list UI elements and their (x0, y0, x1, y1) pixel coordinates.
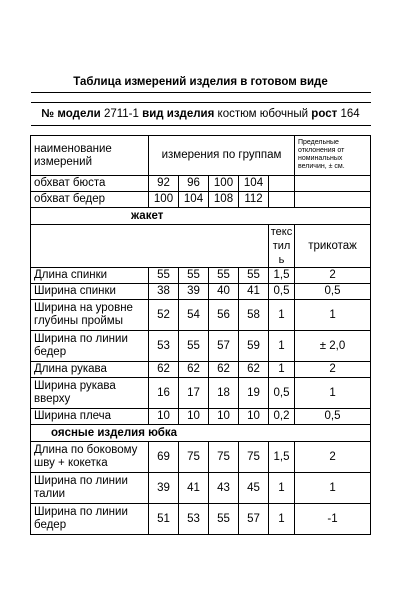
row-name: Длина по боковому шву + кокетка (31, 442, 149, 473)
table-row (31, 284, 371, 300)
cell: 16 (149, 378, 179, 409)
cell: 10 (179, 409, 209, 425)
table-row (31, 268, 371, 284)
model-row (31, 103, 371, 126)
cell: 53 (179, 504, 209, 535)
row-name: Ширина рукава вверху (31, 378, 149, 409)
cell: 62 (179, 362, 209, 378)
cell: 112 (239, 192, 269, 208)
cell: 19 (239, 378, 269, 409)
cell: 45 (239, 473, 269, 504)
cell: 104 (179, 192, 209, 208)
knit-label: трикотаж (295, 225, 371, 268)
cell: 92 (149, 176, 179, 192)
cell-textile: 1,5 (269, 268, 295, 284)
cell: 55 (239, 268, 269, 284)
table-row (31, 504, 371, 535)
cell: 57 (239, 504, 269, 535)
cell-knit: 0,5 (295, 284, 371, 300)
table-row (31, 331, 371, 362)
row-name: Длина спинки (31, 268, 149, 284)
cell: 100 (149, 192, 179, 208)
row-name: Ширина по линии талии (31, 473, 149, 504)
cell: 38 (149, 284, 179, 300)
cell: 39 (179, 284, 209, 300)
cell-knit: -1 (295, 504, 371, 535)
cell: 41 (179, 473, 209, 504)
cell-knit: ± 2,0 (295, 331, 371, 362)
cell: 104 (239, 176, 269, 192)
row-name: Ширина плеча (31, 409, 149, 425)
cell: 62 (209, 362, 239, 378)
header-groups: измерения по группам (149, 136, 295, 176)
cell: 62 (149, 362, 179, 378)
row-name: Ширина на уровне глубины проймы (31, 300, 149, 331)
kind-value: костюм юбочный (217, 107, 309, 120)
cell: 55 (179, 268, 209, 284)
model-info (31, 103, 371, 126)
table-row (31, 176, 371, 192)
cell: 10 (239, 409, 269, 425)
cell: 51 (149, 504, 179, 535)
cell: 40 (209, 284, 239, 300)
cell: 55 (179, 331, 209, 362)
cell-textile: 1 (269, 504, 295, 535)
header-name: наименование измерений (31, 136, 149, 176)
cell: 75 (239, 442, 269, 473)
cell-knit: 2 (295, 442, 371, 473)
measurement-table (30, 72, 371, 535)
cell-knit: 2 (295, 362, 371, 378)
cell-textile: 1 (269, 362, 295, 378)
cell: 58 (239, 300, 269, 331)
table-row (31, 409, 371, 425)
cell-knit: 2 (295, 268, 371, 284)
cell: 57 (209, 331, 239, 362)
table-row (31, 473, 371, 504)
cell-textile: 1,5 (269, 442, 295, 473)
table-row (31, 300, 371, 331)
cell: 62 (239, 362, 269, 378)
height-label: рост (311, 107, 338, 120)
cell-textile: 0,5 (269, 284, 295, 300)
cell-textile: 0,5 (269, 378, 295, 409)
cell: 41 (239, 284, 269, 300)
cell: 17 (179, 378, 209, 409)
kind-label: вид изделия (142, 107, 215, 120)
row-name: Ширина по линии бедер (31, 504, 149, 535)
cell: 56 (209, 300, 239, 331)
cell: 55 (149, 268, 179, 284)
section-row-jacket (31, 208, 371, 225)
table-row (31, 442, 371, 473)
spacer (31, 93, 371, 103)
section-label: оясные изделия юбка (31, 425, 371, 442)
section-row-skirt (31, 425, 371, 442)
cell (295, 176, 371, 192)
table-title: Таблица измерений изделия в готовом виде (31, 72, 371, 93)
table-row (31, 192, 371, 208)
cell-textile: 1 (269, 331, 295, 362)
cell (31, 225, 269, 268)
cell: 96 (179, 176, 209, 192)
cell (269, 176, 295, 192)
cell-knit: 1 (295, 300, 371, 331)
cell: 108 (209, 192, 239, 208)
textile-label: текстиль (269, 225, 295, 268)
cell: 52 (149, 300, 179, 331)
cell: 55 (209, 504, 239, 535)
cell-textile: 1 (269, 300, 295, 331)
cell: 59 (239, 331, 269, 362)
model-value: 2711-1 (103, 107, 139, 120)
cell-knit: 1 (295, 473, 371, 504)
cell-textile: 1 (269, 473, 295, 504)
spacer (31, 126, 371, 136)
cell: 39 (149, 473, 179, 504)
cell: 43 (209, 473, 239, 504)
cell: 10 (209, 409, 239, 425)
model-label: № модели (41, 107, 101, 120)
row-name: Ширина по линии бедер (31, 331, 149, 362)
cell: 18 (209, 378, 239, 409)
cell: 53 (149, 331, 179, 362)
cell-knit: 0,5 (295, 409, 371, 425)
subheader-row (31, 225, 371, 268)
section-label: жакет (31, 208, 371, 225)
cell: 100 (209, 176, 239, 192)
cell (295, 192, 371, 208)
cell: 75 (209, 442, 239, 473)
cell-knit: 1 (295, 378, 371, 409)
cell: 55 (209, 268, 239, 284)
row-name: Длина рукава (31, 362, 149, 378)
header-row (31, 136, 371, 176)
cell: 75 (179, 442, 209, 473)
table-row (31, 378, 371, 409)
cell-textile: 0,2 (269, 409, 295, 425)
table-row (31, 362, 371, 378)
header-tolerance: Предельные отклонения от номинальных величин, ± см. (295, 136, 371, 176)
measurement-sheet (30, 72, 370, 535)
cell: 69 (149, 442, 179, 473)
row-name: Ширина спинки (31, 284, 149, 300)
row-name: обхват бедер (31, 192, 149, 208)
height-value: 164 (340, 107, 360, 120)
cell (269, 192, 295, 208)
cell: 54 (179, 300, 209, 331)
title-row (31, 72, 371, 93)
cell: 10 (149, 409, 179, 425)
row-name: обхват бюста (31, 176, 149, 192)
